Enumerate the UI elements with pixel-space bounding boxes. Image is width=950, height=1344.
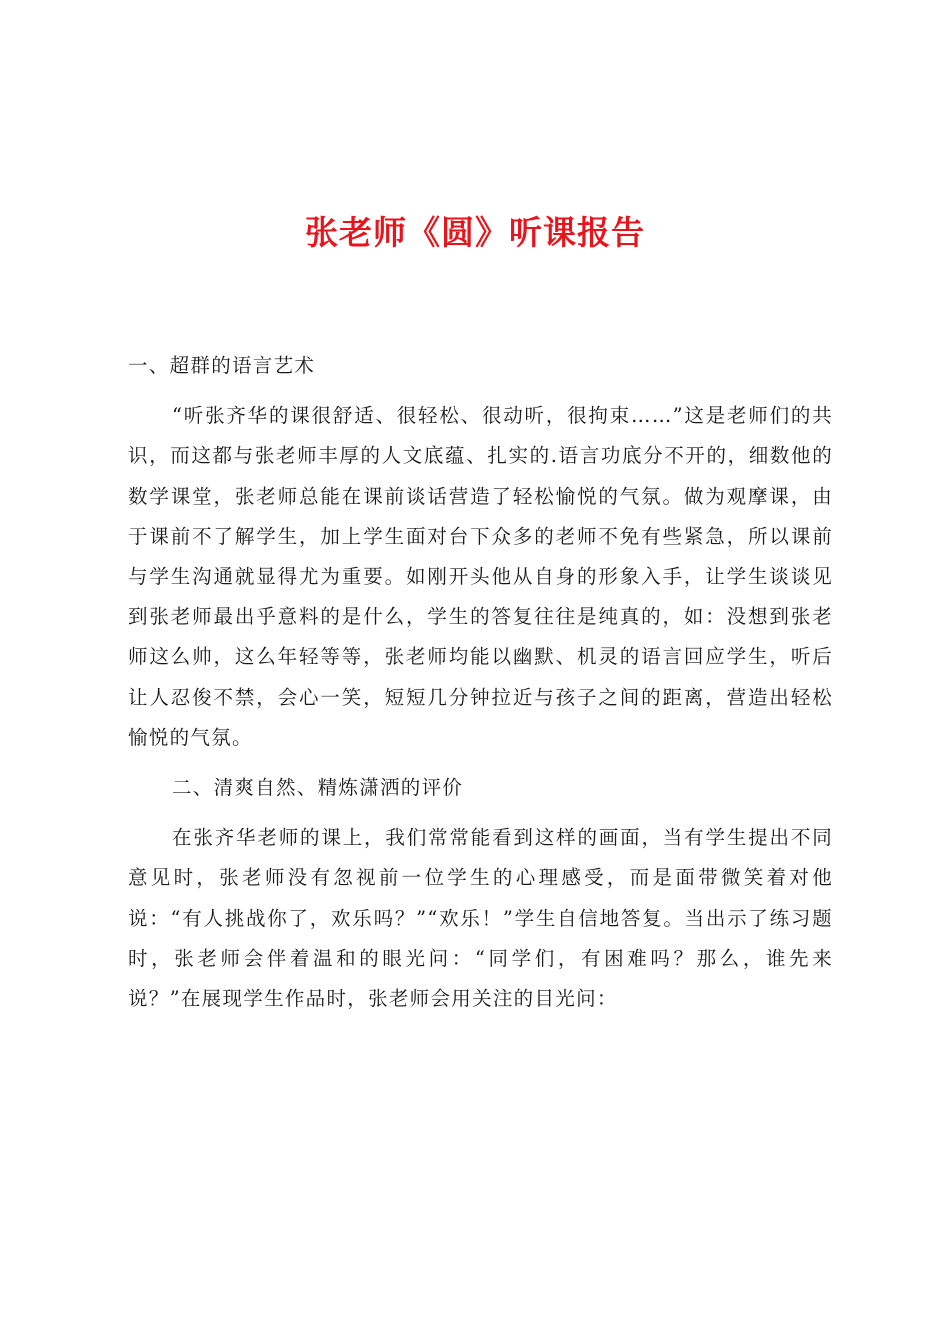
- section-paragraph-2: 在张齐华老师的课上，我们常常能看到这样的画面，当有学生提出不同意见时，张老师没有忽视前一位学生的心理感受，而是面带微笑着对他说：“有人挑战你了，欢乐吗？”“欢乐！”学生自信地答复。当出示了练习题时，张老师会伴着温和的眼光问：“同学们，有困难吗？那么，谁先来说？”在展现学生作品时，张老师会用关注的目光问：: [128, 826, 833, 1011]
- section-paragraph-1: “听张齐华的课很舒适、很轻松、很动听，很拘束……”这是老师们的共识，而这都与张老师丰厚的人文底蕴、扎实的.语言功底分不开的，细数他的数学课堂，张老师总能在课前谈话营造了轻松愉悦的气氛。做为观摩课，由于课前不了解学生，加上学生面对台下众多的老师不免有些紧急，所以课前与学生沟通就显得尤为重要。如刚开头他从自身的形象入手，让学生谈谈见到张老师最出乎意料的是什么，学生的答复往往是纯真的，如：没想到张老师这么帅，这么年轻等等，张老师均能以幽默、机灵的语言回应学生，听后让人忍俊不禁，会心一笑，短短几分钟拉近与孩子之间的距离，营造出轻松愉悦的气氛。: [128, 404, 833, 749]
- spacer: [128, 386, 833, 396]
- spacer: [128, 808, 833, 818]
- section-heading-1: 一、超群的语言艺术: [128, 354, 316, 377]
- spacer: [128, 758, 833, 768]
- document-title: 张老师《圆》听课报告: [305, 213, 645, 252]
- document-body: [128, 346, 833, 1019]
- section-heading-2: 二、清爽自然、精炼潇洒的评价: [172, 776, 464, 800]
